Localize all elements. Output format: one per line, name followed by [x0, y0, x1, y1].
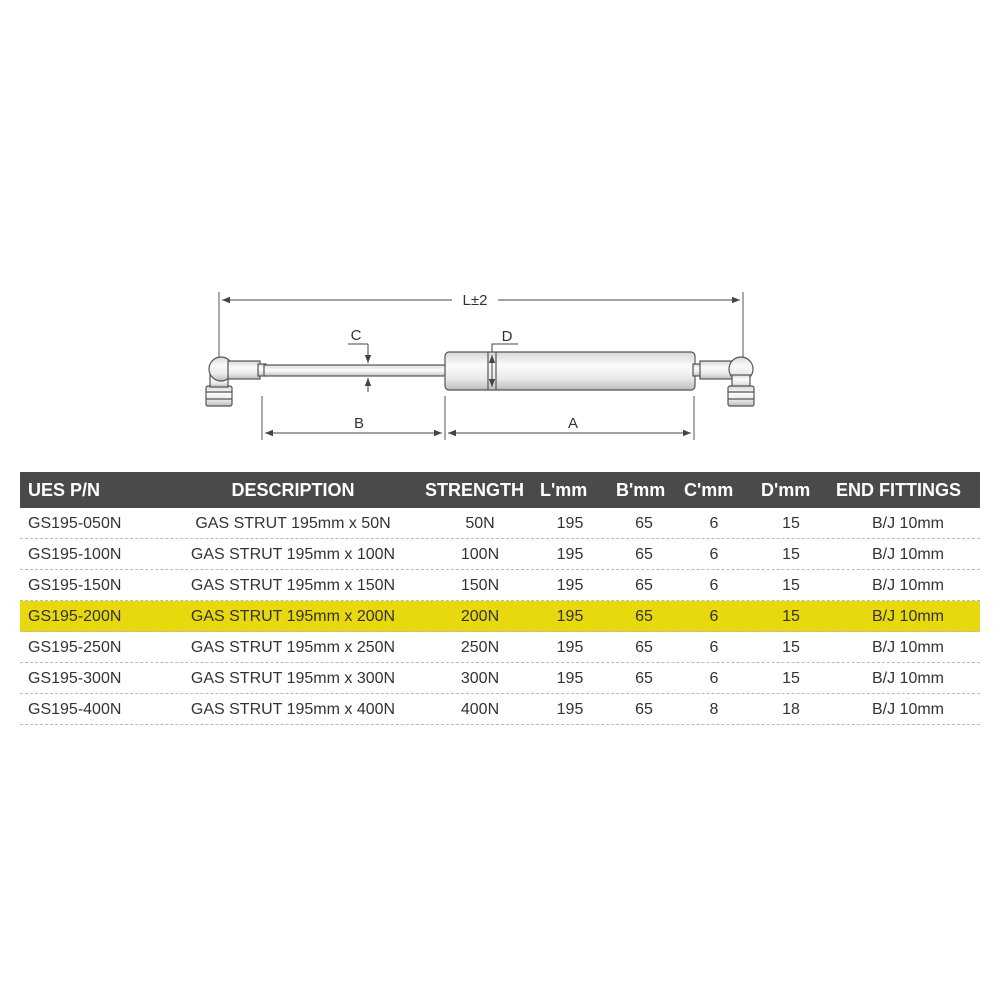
right-end-fitting: [693, 357, 754, 406]
c-mm-cell: 6: [709, 639, 719, 656]
l-mm-cell: 195: [556, 515, 584, 532]
dimension-c: [348, 327, 368, 392]
header-c-mm: C'mm: [684, 480, 734, 500]
c-mm-cell: 6: [709, 577, 719, 594]
description-cell: GAS STRUT 195mm x 200N: [190, 608, 396, 625]
end-fittings-cell: B/J 10mm: [871, 546, 944, 563]
table-row: [20, 570, 980, 601]
dimension-b: [262, 396, 445, 440]
spec-table: [20, 472, 980, 725]
table-body: [20, 508, 980, 725]
left-end-fitting: [206, 357, 266, 406]
strength-cell: 250N: [460, 639, 500, 656]
l-mm-cell: 195: [556, 670, 584, 687]
l-mm-cell: 195: [556, 546, 584, 563]
c-mm-cell: 6: [709, 670, 719, 687]
header-description: DESCRIPTION: [231, 480, 355, 500]
piston-rod: [264, 365, 448, 376]
part-number-cell: GS195-050N: [28, 515, 122, 532]
header-end-fittings: END FITTINGS: [836, 480, 961, 500]
end-fittings-cell: B/J 10mm: [871, 701, 944, 718]
description-cell: GAS STRUT 195mm x 400N: [190, 701, 396, 718]
strength-cell: 100N: [460, 546, 500, 563]
end-fittings-cell: B/J 10mm: [871, 515, 944, 532]
table-row: [20, 508, 980, 539]
header-b-mm: B'mm: [616, 480, 666, 500]
header-part-number: UES P/N: [28, 480, 101, 500]
strength-cell: 400N: [460, 701, 500, 718]
b-mm-cell: 65: [635, 608, 653, 625]
description-cell: GAS STRUT 195mm x 250N: [190, 639, 396, 656]
strength-cell: 300N: [460, 670, 500, 687]
c-mm-cell: 6: [709, 515, 719, 532]
header-strength: STRENGTH: [425, 480, 524, 500]
end-fittings-cell: B/J 10mm: [871, 608, 944, 625]
table-row: [20, 663, 980, 694]
part-number-cell: GS195-150N: [28, 577, 122, 594]
b-mm-cell: 65: [635, 515, 653, 532]
l-mm-cell: 195: [556, 608, 584, 625]
part-number-cell: GS195-250N: [28, 639, 122, 656]
dimension-l-label: L±2: [462, 292, 488, 309]
table-row: [20, 539, 980, 570]
b-mm-cell: 65: [635, 639, 653, 656]
table-row: [20, 632, 980, 663]
part-number-cell: GS195-400N: [28, 701, 122, 718]
strength-cell: 50N: [465, 515, 495, 532]
description-cell: GAS STRUT 195mm x 100N: [190, 546, 396, 563]
description-cell: GAS STRUT 195mm x 300N: [190, 670, 396, 687]
end-fittings-cell: B/J 10mm: [871, 639, 944, 656]
l-mm-cell: 195: [556, 701, 584, 718]
d-mm-cell: 15: [782, 639, 800, 656]
table-header: [20, 472, 980, 508]
part-number-cell: GS195-300N: [28, 670, 122, 687]
d-mm-cell: 15: [782, 608, 800, 625]
strength-cell: 150N: [460, 577, 500, 594]
b-mm-cell: 65: [635, 546, 653, 563]
b-mm-cell: 65: [635, 577, 653, 594]
part-number-cell: GS195-100N: [28, 546, 122, 563]
c-mm-cell: 8: [709, 701, 719, 718]
description-cell: GAS STRUT 195mm x 150N: [190, 577, 396, 594]
end-fittings-cell: B/J 10mm: [871, 577, 944, 594]
description-cell: GAS STRUT 195mm x 50N: [195, 515, 391, 532]
d-mm-cell: 15: [782, 546, 800, 563]
l-mm-cell: 195: [556, 639, 584, 656]
b-mm-cell: 65: [635, 701, 653, 718]
l-mm-cell: 195: [556, 577, 584, 594]
dimension-a: [448, 396, 694, 440]
c-mm-cell: 6: [709, 608, 719, 625]
b-mm-cell: 65: [635, 670, 653, 687]
d-mm-cell: 15: [782, 670, 800, 687]
d-mm-cell: 15: [782, 515, 800, 532]
header-l-mm: L'mm: [540, 480, 588, 500]
dimension-d-label: D: [501, 328, 513, 345]
dimension-c-label: C: [350, 327, 362, 344]
table-row: [20, 694, 980, 725]
c-mm-cell: 6: [709, 546, 719, 563]
dimension-b-label: B: [353, 415, 365, 432]
end-fittings-cell: B/J 10mm: [871, 670, 944, 687]
d-mm-cell: 15: [782, 577, 800, 594]
part-number-cell: GS195-200N: [28, 608, 122, 625]
dimension-a-label: A: [567, 415, 579, 432]
header-d-mm: D'mm: [761, 480, 811, 500]
dimension-l: [219, 289, 743, 362]
d-mm-cell: 18: [782, 701, 800, 718]
table-row-highlighted: [20, 601, 980, 632]
gas-strut-dimension-drawing: [0, 0, 1000, 450]
strength-cell: 200N: [460, 608, 500, 625]
cylinder-body: [445, 352, 695, 390]
